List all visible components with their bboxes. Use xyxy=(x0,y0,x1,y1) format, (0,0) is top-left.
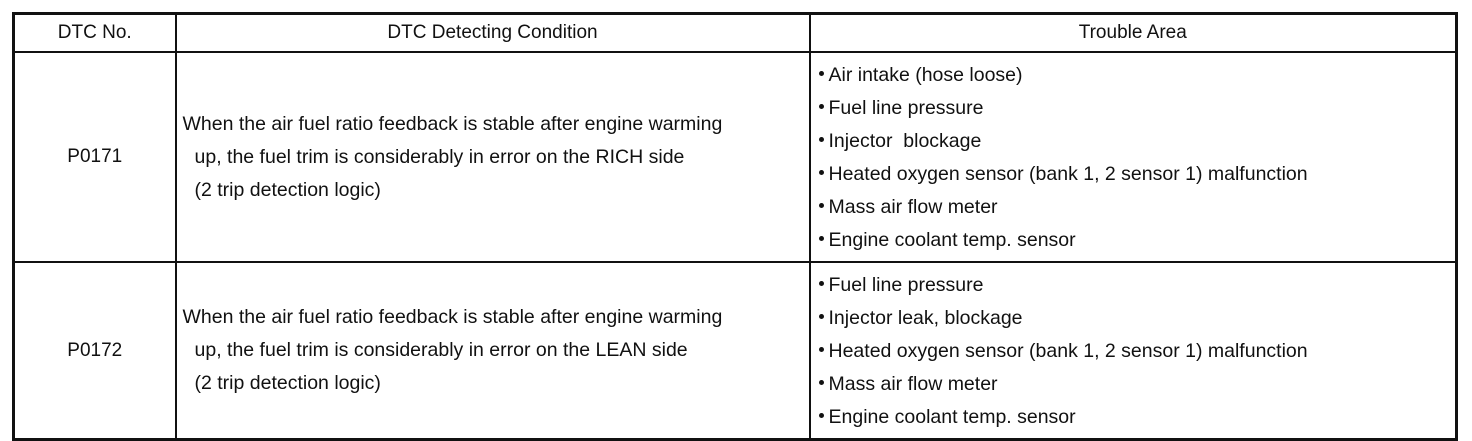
list-item xyxy=(819,191,1456,224)
dtc-number-cell: P0171 xyxy=(14,52,176,262)
bullet-icon xyxy=(819,314,824,319)
trouble-area-text: Heated oxygen sensor (bank 1, 2 sensor 1) malfunction xyxy=(828,163,1308,185)
bullet-icon xyxy=(819,203,824,208)
header-row xyxy=(14,14,1457,53)
list-item xyxy=(819,92,1456,125)
table-row xyxy=(14,52,1457,262)
header-detecting-condition: DTC Detecting Condition xyxy=(176,14,810,53)
condition-line: (2 trip detection logic) xyxy=(194,372,381,394)
trouble-area-cell xyxy=(810,262,1457,440)
trouble-area-text: Fuel line pressure xyxy=(828,97,984,119)
bullet-icon xyxy=(819,413,824,418)
condition-line: When the air fuel ratio feedback is stable after engine warming xyxy=(182,306,723,328)
trouble-area-text: Injector leak, blockage xyxy=(828,307,1023,329)
list-item xyxy=(819,125,1456,158)
bullet-icon xyxy=(819,281,824,286)
trouble-area-text: Mass air flow meter xyxy=(828,373,998,395)
condition-line: When the air fuel ratio feedback is stable after engine warming xyxy=(182,112,723,135)
list-item xyxy=(819,401,1456,434)
list-item xyxy=(819,368,1456,401)
trouble-area-text: Injector blockage xyxy=(828,130,982,152)
detecting-condition-cell xyxy=(176,52,810,262)
bullet-icon xyxy=(819,71,824,76)
trouble-area-list xyxy=(819,59,1456,257)
trouble-area-text: Fuel line pressure xyxy=(828,274,984,296)
header-trouble-area: Trouble Area xyxy=(810,14,1457,53)
trouble-area-text: Air intake (hose loose) xyxy=(828,64,1023,86)
condition-line: up, the fuel trim is considerably in error on the RICH side xyxy=(194,145,685,168)
list-item xyxy=(819,269,1456,302)
list-item xyxy=(819,59,1456,92)
dtc-table xyxy=(12,12,1458,441)
bullet-icon xyxy=(819,380,824,385)
bullet-icon xyxy=(819,347,824,352)
list-item xyxy=(819,335,1456,368)
trouble-area-text: Heated oxygen sensor (bank 1, 2 sensor 1) malfunction xyxy=(828,340,1308,362)
list-item xyxy=(819,158,1456,191)
list-item xyxy=(819,224,1456,257)
bullet-icon xyxy=(819,104,824,109)
bullet-icon xyxy=(819,170,824,175)
trouble-area-text: Mass air flow meter xyxy=(828,196,998,218)
table-row xyxy=(14,262,1457,440)
condition-line: up, the fuel trim is considerably in error on the LEAN side xyxy=(194,339,688,361)
list-item xyxy=(819,302,1456,335)
trouble-area-list xyxy=(819,269,1456,434)
detecting-condition-cell xyxy=(176,262,810,440)
trouble-area-cell xyxy=(810,52,1457,262)
dtc-number-cell: P0172 xyxy=(14,262,176,440)
trouble-area-text: Engine coolant temp. sensor xyxy=(828,229,1076,251)
bullet-icon xyxy=(819,236,824,241)
trouble-area-text: Engine coolant temp. sensor xyxy=(828,406,1076,428)
condition-line: (2 trip detection logic) xyxy=(194,178,381,201)
header-dtc-no: DTC No. xyxy=(14,14,176,53)
bullet-icon xyxy=(819,137,824,142)
